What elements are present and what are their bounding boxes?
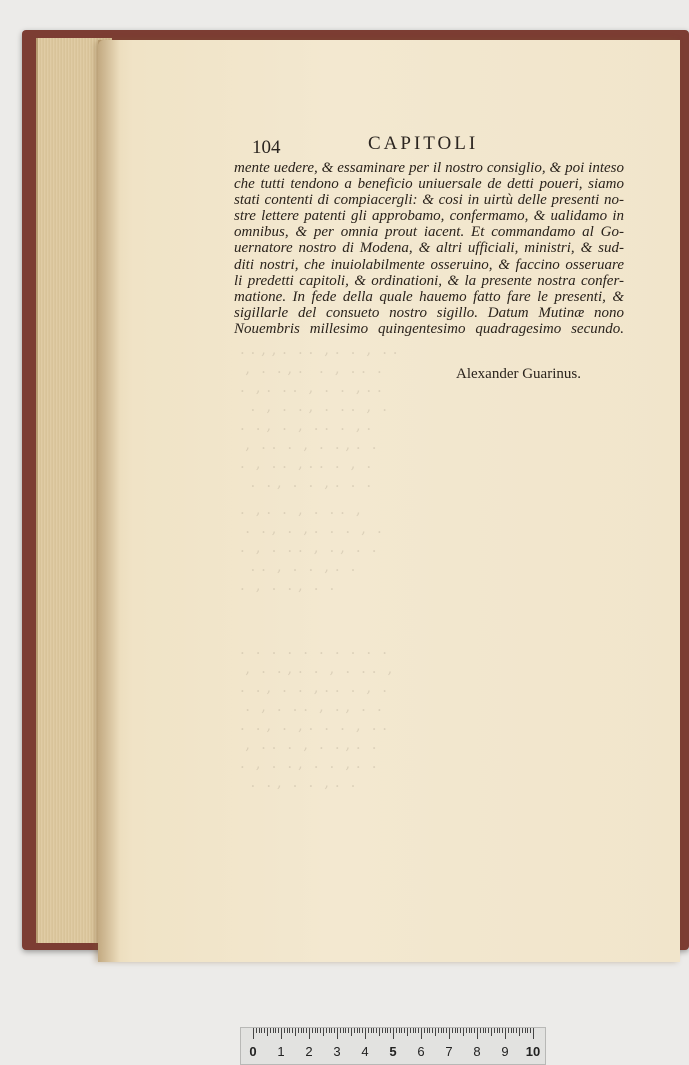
scale-ruler (240, 1027, 546, 1065)
ruler-tick (387, 1028, 388, 1033)
ruler-tick (351, 1028, 352, 1036)
ruler-tick (429, 1028, 430, 1033)
ruler-tick (323, 1028, 324, 1036)
ruler-tick (343, 1028, 344, 1033)
text-line: Nouembris millesimo quingentesimo quadragesimo secundo. (234, 320, 624, 337)
ruler-tick (348, 1028, 349, 1033)
ruler-tick (393, 1028, 394, 1039)
ruler-tick (396, 1028, 397, 1033)
ruler-tick (505, 1028, 506, 1039)
ruler-tick (312, 1028, 313, 1033)
ruler-tick (530, 1028, 531, 1033)
ruler-tick (432, 1028, 433, 1033)
text-line: omnibus, & per omnia prout iacent. Et commandamo al Go- (234, 224, 624, 241)
show-through-texture-2: . , . . , . . . , . . , . , . . . , . . , . . . , . , . . . . , . . , . . . , . . , . . (240, 500, 383, 594)
ruler-tick (334, 1028, 335, 1033)
ruler-tick (508, 1028, 509, 1033)
ruler-tick (253, 1028, 254, 1039)
page-number: 104 (252, 137, 281, 158)
ruler-tick (463, 1028, 464, 1036)
text-line: sigillarle del consueto nostro sigillo. Datum Mutinæ nono (234, 304, 624, 321)
ruler-label: 2 (305, 1044, 313, 1059)
page-gutter-shadow (98, 40, 120, 962)
ruler-tick (267, 1028, 268, 1036)
ruler-tick (455, 1028, 456, 1033)
ruler-tick (329, 1028, 330, 1033)
ruler-tick (281, 1028, 282, 1039)
ruler-tick (488, 1028, 489, 1033)
ruler-label: 4 (361, 1044, 369, 1059)
ruler-tick (483, 1028, 484, 1033)
text-line: che tutti tendono a beneficio uniuersale de detti poueri, siamo (234, 176, 624, 193)
ruler-tick (522, 1028, 523, 1033)
ruler-tick (525, 1028, 526, 1033)
ruler-tick (413, 1028, 414, 1033)
ruler-tick (315, 1028, 316, 1033)
ruler-tick (359, 1028, 360, 1033)
ruler-label: 9 (501, 1044, 509, 1059)
ruler-tick (320, 1028, 321, 1033)
running-head: CAPITOLI (368, 133, 479, 154)
ruler-tick (513, 1028, 514, 1033)
ruler-label: 8 (473, 1044, 481, 1059)
ruler-tick (511, 1028, 512, 1033)
ruler-tick (527, 1028, 528, 1033)
ruler-tick (345, 1028, 346, 1033)
ruler-tick (337, 1028, 338, 1039)
ruler-tick (427, 1028, 428, 1033)
ruler-tick (357, 1028, 358, 1033)
ruler-tick (368, 1028, 369, 1033)
ruler-tick (466, 1028, 467, 1033)
ruler-tick (301, 1028, 302, 1033)
ruler-tick (516, 1028, 517, 1033)
ruler-label: 7 (445, 1044, 453, 1059)
ruler-tick (287, 1028, 288, 1033)
ruler-tick (273, 1028, 274, 1033)
ruler-label: 3 (333, 1044, 341, 1059)
ruler-tick (471, 1028, 472, 1033)
ruler-tick (449, 1028, 450, 1039)
ruler-label: 6 (417, 1044, 425, 1059)
ruler-tick (354, 1028, 355, 1033)
ruler-tick (331, 1028, 332, 1033)
ruler-tick (256, 1028, 257, 1033)
show-through-texture: . . , , . . . , . . , . . , . . , . . , . . . . , . . . , . . , . . . , . . , . . . , . . . , . , . . . , . , . . . , . . , . . . , . . , . . . , . . . , . . , . . . (240, 340, 399, 490)
ruler-tick (441, 1028, 442, 1033)
ruler-tick (317, 1028, 318, 1033)
ruler-label: 0 (249, 1044, 257, 1059)
ruler-label: 5 (389, 1044, 397, 1059)
ruler-tick (399, 1028, 400, 1033)
body-text (234, 160, 624, 337)
text-line: li predetti capitoli, & ordinationi, & la presente nostra confer- (234, 272, 624, 289)
ruler-tick (292, 1028, 293, 1033)
ruler-tick (519, 1028, 520, 1036)
ruler-tick (469, 1028, 470, 1033)
ruler-tick (407, 1028, 408, 1036)
text-line: mente uedere, & essaminare per il nostro consiglio, & poi inteso (234, 160, 624, 176)
ruler-tick (261, 1028, 262, 1033)
ruler-label: 10 (525, 1044, 541, 1059)
ruler-tick (275, 1028, 276, 1033)
ruler-tick (278, 1028, 279, 1033)
text-line: diti nostri, che inuiolabilmente osseruino, & faccino osseruare (234, 256, 624, 273)
ruler-tick (533, 1028, 534, 1039)
ruler-tick (460, 1028, 461, 1033)
ruler-tick (259, 1028, 260, 1033)
ruler-tick (438, 1028, 439, 1033)
show-through-texture-3: . . . . . . . . . . , . . , . . , . . . , . . , . . , . . . , . . , . . . , . , . . . . , . , . . . , . . , . . . , . . , . . . , . . , . . , . . . . , . . , . . (240, 640, 393, 791)
ruler-tick (295, 1028, 296, 1036)
ruler-tick (385, 1028, 386, 1033)
ruler-tick (306, 1028, 307, 1033)
ruler-tick (270, 1028, 271, 1033)
ruler-tick (382, 1028, 383, 1033)
ruler-tick (404, 1028, 405, 1033)
ruler-label: 1 (277, 1044, 285, 1059)
text-line: stre lettere patenti gli approbamo, confermamo, & ualidamo in (234, 208, 624, 225)
ruler-tick (410, 1028, 411, 1033)
text-line: stati contenti di compiacergli: & cosi in uirtù delle presenti no- (234, 192, 624, 209)
ruler-tick (373, 1028, 374, 1033)
ruler-tick (362, 1028, 363, 1033)
page-header (252, 133, 622, 159)
ruler-tick (418, 1028, 419, 1033)
ruler-tick (477, 1028, 478, 1039)
ruler-tick (457, 1028, 458, 1033)
ruler-tick (421, 1028, 422, 1039)
ruler-tick (365, 1028, 366, 1039)
ruler-tick (379, 1028, 380, 1036)
ruler-tick (303, 1028, 304, 1033)
text-line: uernatore nostro di Modena, & altri ufficiali, ministri, & sud- (234, 240, 624, 257)
ruler-tick (474, 1028, 475, 1033)
ruler-tick (390, 1028, 391, 1033)
ruler-tick (497, 1028, 498, 1033)
ruler-tick (485, 1028, 486, 1033)
ruler-tick (480, 1028, 481, 1033)
ruler-tick (371, 1028, 372, 1033)
ruler-tick (443, 1028, 444, 1033)
ruler-tick (415, 1028, 416, 1033)
ruler-tick (340, 1028, 341, 1033)
ruler-tick (491, 1028, 492, 1036)
ruler-tick (435, 1028, 436, 1036)
ruler-tick (326, 1028, 327, 1033)
ruler-tick (502, 1028, 503, 1033)
ruler-tick (264, 1028, 265, 1033)
ruler-tick (376, 1028, 377, 1033)
ruler-tick (401, 1028, 402, 1033)
ruler-tick (284, 1028, 285, 1033)
ruler-tick (289, 1028, 290, 1033)
ruler-tick (424, 1028, 425, 1033)
ruler-tick (298, 1028, 299, 1033)
ruler-tick (446, 1028, 447, 1033)
text-line: matione. In fede della quale hauemo fatto fare le presenti, & (234, 288, 624, 305)
ruler-tick (309, 1028, 310, 1039)
ruler-tick (452, 1028, 453, 1033)
ruler-tick (494, 1028, 495, 1033)
signature: Alexander Guarinus. (456, 366, 581, 382)
ruler-tick (499, 1028, 500, 1033)
